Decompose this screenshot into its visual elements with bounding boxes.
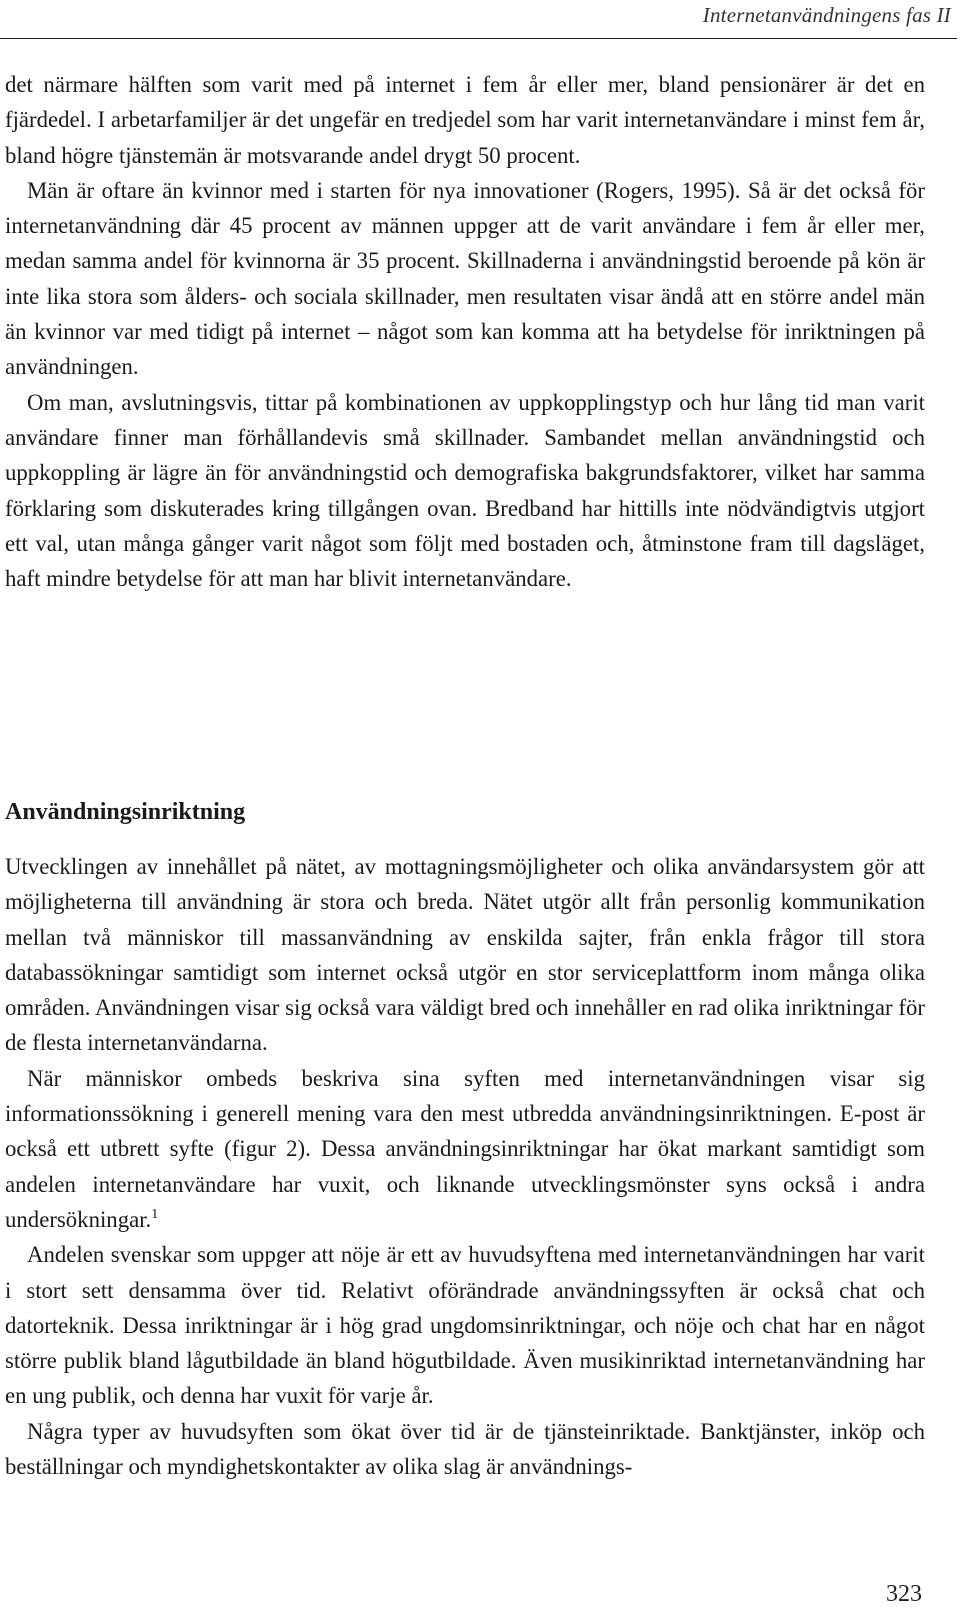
paragraph: Några typer av huvudsyften som ökat över tid är de tjänsteinriktade. Banktjänster, inköp och beställningar och myndighetskontakter av olika slag är användnings-: [5, 1418, 925, 1480]
paragraph: Män är oftare än kvinnor med i starten för nya innovationer (Rogers, 1995). Så är det också för internetanvändning där 45 procent av männen uppger att de varit användare i fem år eller mer, medan samma andel för kvinnorna är 35 procent. Skillnaderna i användningstid beroende på kön är inte lika stora som ålders- och sociala skillnader, men resultaten visar ändå att en större andel män än kvinnor var med tidigt på internet – något som kan komma att ha betydelse för inriktningen på användningen.: [5, 177, 925, 380]
footnote-marker[interactable]: 1: [151, 1206, 159, 1222]
section-heading: Användningsinriktning: [5, 799, 246, 825]
paragraph-text: När människor ombeds beskriva sina syften med internetanvändningen visar sig informationssökning i generell mening vara den mest utbredda användningsinriktningen. E-post är också ett utbrett syfte (figur 2). Dessa användningsinriktningar har ökat markant samtidigt som andelen internetanvändare har vuxit, och liknande utvecklingsmönster syns också i andra undersökningar.: [5, 1065, 925, 1232]
paragraph-with-footnote: [5, 1061, 925, 1237]
paragraph: det närmare hälften som varit med på internet i fem år eller mer, bland pensionärer är det en fjärdedel. I arbetarfamiljer är det ungefär en tredjedel som har varit internetanvändare i minst fem år, bland högre tjänstemän är motsvarande andel drygt 50 procent.: [5, 72, 925, 168]
paragraph: Om man, avslutningsvis, tittar på kombinationen av uppkopplingstyp och hur lång tid man varit användare finner man förhållandevis små skillnader. Sambandet mellan användningstid och uppkoppling är lägre än för användningstid och demografiska bakgrundsfaktorer, vilket har samma förklaring som diskuterades kring tillgången ovan. Bredband har hittills inte nödvändigtvis utgjort ett val, utan många gånger varit något som följt med bostaden och, åtminstone fram till dagsläget, haft mindre betydelse för att man har blivit internetanvändare.: [5, 389, 925, 592]
paragraph: Andelen svenskar som uppger att nöje är ett av huvudsyftena med internetanvändningen har varit i stort sett densamma över tid. Relativt oförändrade användningssyften är också chat och datorteknik. Dessa inriktningar är i hög grad ungdomsinriktningar, och nöje och chat har en något större publik bland lågutbildade än bland högutbildade. Även musikinriktad internetanvändning har en ung publik, och denna har vuxit för varje år.: [5, 1242, 925, 1409]
running-title: Internetanvändningens fas II: [702, 3, 951, 27]
section-anvandningsinriktning: [5, 797, 925, 1484]
running-header: [0, 0, 957, 39]
body-text: [5, 67, 925, 596]
paragraph: Utvecklingen av innehållet på nätet, av mottagningsmöjligheter och olika användarsystem gör att möjligheterna till användning är stora och breda. Nätet utgör allt från personlig kommunikation mellan två människor till massanvändning av enskilda sajter, från enkla frågor till stora databassökningar samtidigt som internet också utgör en stor serviceplattform inom många olika områden. Användningen visar sig också vara väldigt bred och innehåller en rad olika inriktningar för de flesta internetanvändarna.: [5, 854, 925, 1056]
page-number: 323: [886, 1581, 922, 1607]
